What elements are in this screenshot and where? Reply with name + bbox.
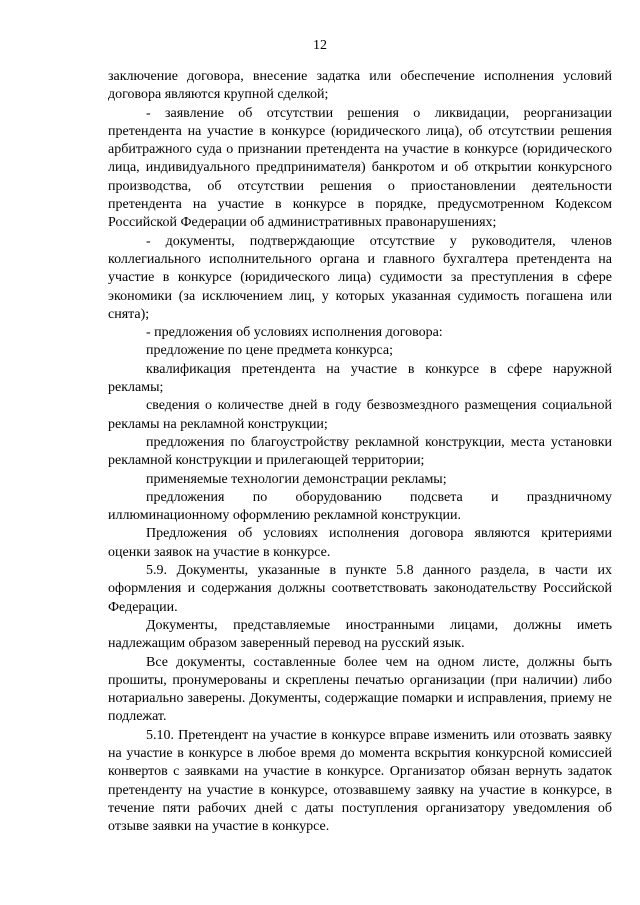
paragraph: квалификация претендента на участие в конкурсе в сфере наружной рекламы; <box>108 361 612 396</box>
paragraph: 5.10. Претендент на участие в конкурсе вправе изменить или отозвать заявку на участие в конкурсе в любое время до момента вскрытия конкурсной комиссией конвертов с заявками на участие в конкурсе. Организатор обязан вернуть задаток претенденту на участие в конкурсе, отозвавшему заявку на участие в конкурсе, в течение пяти рабочих дней с даты поступления организатору уведомления об отзыве заявки на участие в конкурсе. <box>108 727 612 835</box>
paragraph: - предложения об условиях исполнения договора: <box>146 325 443 341</box>
paragraph: применяемые технологии демонстрации рекламы; <box>146 471 447 487</box>
paragraph: Предложения об условиях исполнения договора являются критериями оценки заявок на участие в конкурсе. <box>108 526 612 560</box>
paragraph: - документы, подтверждающие отсутствие у руководителя, членов коллегиального исполнительного органа и главного бухгалтера претендента на участие в конкурсе (юридического лица) судимости за преступления в сфере экономики (за исключением лиц, у которых указанная судимость погашена или снята); <box>108 233 612 322</box>
paragraph: предложение по цене предмета конкурса; <box>146 343 393 359</box>
paragraph: сведения о количестве дней в году безвозмездного размещения социальной рекламы на рекламной конструкции; <box>108 398 612 432</box>
paragraph: Все документы, составленные более чем на одном листе, должны быть прошиты, пронумерованы и скреплены печатью организации (при наличии) либо нотариально заверены. Документы, содержащие помарки и исправления, приему не подлежат. <box>108 654 612 725</box>
paragraph: предложения по благоустройству рекламной конструкции, места установки рекламной конструкции и прилегающей территории; <box>108 434 612 469</box>
paragraph: - заявление об отсутствии решения о ликвидации, реорганизации претендента на участие в конкурсе (юридического лица), об отсутствии решения арбитражного суда о признании претендента на участие в конкурсе (юридического лица, индивидуального предпринимателя) банкротом и об открытии конкурсного производства, об отсутствии решения о приостановлении деятельности претендента на участие в конкурсе в порядке, предусмотренном Кодексом Российской Федерации об административных правонарушениях; <box>108 105 612 231</box>
document-body <box>108 68 612 836</box>
paragraph: Документы, представляемые иностранными лицами, должны иметь надлежащим образом заверенный перевод на русский язык. <box>108 617 612 652</box>
paragraph: заключение договора, внесение задатка или обеспечение исполнения условий договора являются крупной сделкой; <box>108 69 612 103</box>
paragraph: предложения по оборудованию подсвета и праздничному иллюминационному оформлению рекламной конструкции. <box>108 489 612 524</box>
paragraph: 5.9. Документы, указанные в пункте 5.8 данного раздела, в части их оформления и содержания должны соответствовать законодательству Российской Федерации. <box>108 563 612 615</box>
page-number: 12 <box>313 38 327 53</box>
